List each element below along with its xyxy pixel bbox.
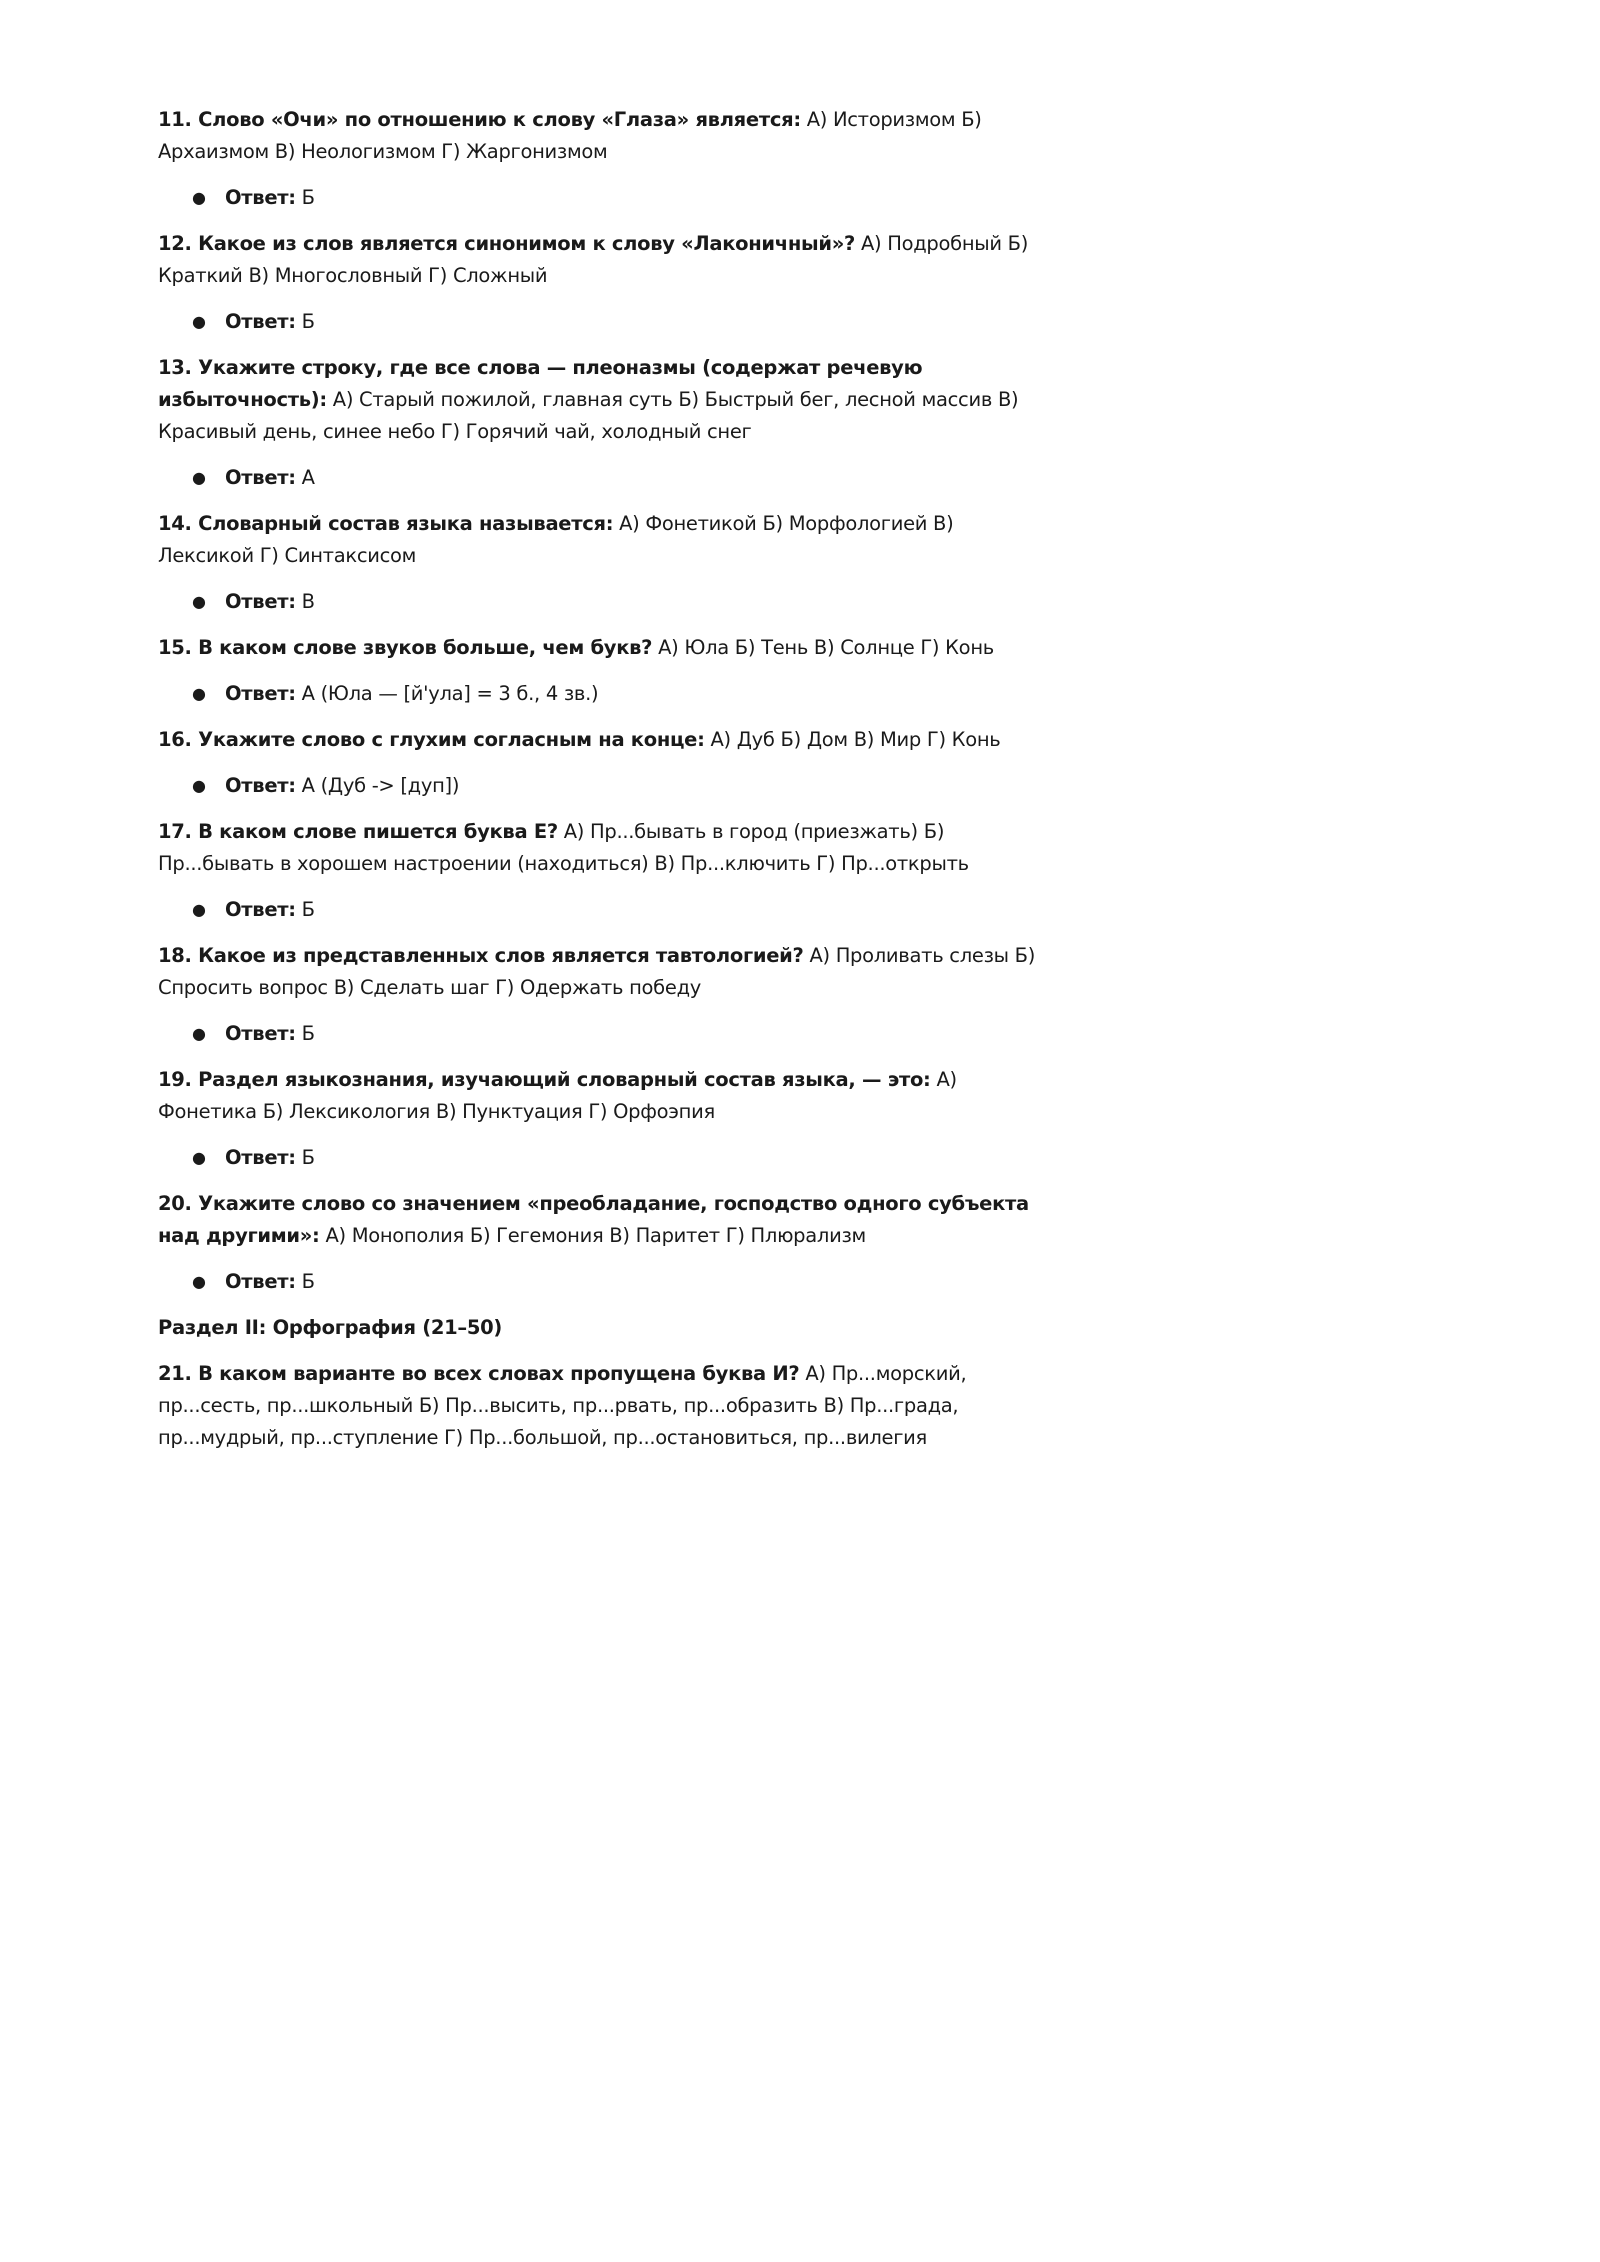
answer-label: Ответ:	[225, 1270, 296, 1293]
answer-item	[158, 1266, 1038, 1298]
question-options: А) Проливать слезы Б) Спросить вопрос В) Сделать шаг Г) Одержать победу	[158, 944, 1036, 999]
question-15	[158, 632, 1038, 664]
bullet-icon: ●	[192, 1148, 206, 1167]
bullet-icon: ●	[192, 1024, 206, 1043]
answer-label: Ответ:	[225, 898, 296, 921]
question-stem: 13. Укажите строку, где все слова — плеоназмы (содержат речевую избыточность):	[158, 356, 923, 411]
bullet-icon: ●	[192, 776, 206, 795]
answer-value: Б	[295, 1146, 315, 1169]
question-11	[158, 104, 1038, 168]
answer-item	[158, 306, 1038, 338]
question-stem: 12. Какое из слов является синонимом к слову «Лаконичный»?	[158, 232, 856, 255]
answer-label: Ответ:	[225, 590, 296, 613]
bullet-icon: ●	[192, 1272, 206, 1291]
bullet-icon: ●	[192, 900, 206, 919]
answer-item	[158, 678, 1038, 710]
question-16	[158, 724, 1038, 756]
answer-item	[158, 1018, 1038, 1050]
question-17	[158, 816, 1038, 880]
question-stem: 18. Какое из представленных слов является тавтологией?	[158, 944, 804, 967]
answer-label: Ответ:	[225, 1146, 296, 1169]
question-18	[158, 940, 1038, 1004]
bullet-icon: ●	[192, 684, 206, 703]
bullet-icon: ●	[192, 468, 206, 487]
answer-item	[158, 462, 1038, 494]
answer-label: Ответ:	[225, 186, 296, 209]
question-options: А) Подробный Б) Краткий В) Многословный Г) Сложный	[158, 232, 1029, 287]
question-stem: 16. Укажите слово с глухим согласным на конце:	[158, 728, 705, 751]
answer-label: Ответ:	[225, 682, 296, 705]
question-stem: 14. Словарный состав языка называется:	[158, 512, 614, 535]
answer-value: Б	[295, 1022, 315, 1045]
question-options: А) Пр...бывать в город (приезжать) Б) Пр...бывать в хорошем настроении (находиться) В) Пр...ключить Г) Пр...открыть	[158, 820, 969, 875]
answer-value: Б	[295, 186, 315, 209]
question-19	[158, 1064, 1038, 1128]
question-options: А) Юла Б) Тень В) Солнце Г) Конь	[652, 636, 994, 659]
question-stem: 21. В каком варианте во всех словах пропущена буква И?	[158, 1362, 800, 1385]
question-stem: 19. Раздел языкознания, изучающий словарный состав языка, — это:	[158, 1068, 931, 1091]
answer-item	[158, 586, 1038, 618]
question-options: А) Фонетикой Б) Морфологией В) Лексикой Г) Синтаксисом	[158, 512, 954, 567]
question-21	[158, 1358, 1038, 1454]
question-12	[158, 228, 1038, 292]
section-heading: Раздел II: Орфография (21–50)	[158, 1316, 502, 1339]
bullet-icon: ●	[192, 592, 206, 611]
answer-value: Б	[295, 1270, 315, 1293]
bullet-icon: ●	[192, 312, 206, 331]
answer-item	[158, 182, 1038, 214]
document-page	[158, 104, 1038, 1468]
answer-value: Б	[295, 310, 315, 333]
answer-value: А (Юла — [й'ула] = 3 б., 4 зв.)	[295, 682, 599, 705]
bullet-icon: ●	[192, 188, 206, 207]
answer-item	[158, 770, 1038, 802]
question-20	[158, 1188, 1038, 1252]
answer-value: А (Дуб -> [дуп])	[295, 774, 460, 797]
question-options: А) Дуб Б) Дом В) Мир Г) Конь	[704, 728, 1001, 751]
question-options: А) Историзмом Б) Архаизмом В) Неологизмом Г) Жаргонизмом	[158, 108, 982, 163]
question-options: А) Старый пожилой, главная суть Б) Быстрый бег, лесной массив В) Красивый день, синее небо Г) Горячий чай, холодный снег	[158, 388, 1019, 443]
question-13	[158, 352, 1038, 448]
answer-value: В	[295, 590, 315, 613]
question-stem: 11. Слово «Очи» по отношению к слову «Глаза» является:	[158, 108, 801, 131]
question-stem: 15. В каком слове звуков больше, чем букв?	[158, 636, 653, 659]
answer-item	[158, 1142, 1038, 1174]
question-options: А) Монополия Б) Гегемония В) Паритет Г) Плюрализм	[319, 1224, 866, 1247]
answer-label: Ответ:	[225, 466, 296, 489]
question-options: А) Пр...морский, пр...сесть, пр...школьный Б) Пр...высить, пр...рвать, пр...образить В) Пр...града, пр...мудрый, пр...ступление Г) Пр...большой, пр...остановиться, пр...вилегия	[158, 1362, 967, 1449]
question-stem: 17. В каком слове пишется буква Е?	[158, 820, 558, 843]
answer-label: Ответ:	[225, 774, 296, 797]
answer-item	[158, 894, 1038, 926]
answer-value: А	[295, 466, 315, 489]
answer-label: Ответ:	[225, 310, 296, 333]
answer-label: Ответ:	[225, 1022, 296, 1045]
answer-value: Б	[295, 898, 315, 921]
question-14	[158, 508, 1038, 572]
question-options: А) Фонетика Б) Лексикология В) Пунктуация Г) Орфоэпия	[158, 1068, 957, 1123]
question-stem: 20. Укажите слово со значением «преобладание, господство одного субъекта над другими»:	[158, 1192, 1029, 1247]
